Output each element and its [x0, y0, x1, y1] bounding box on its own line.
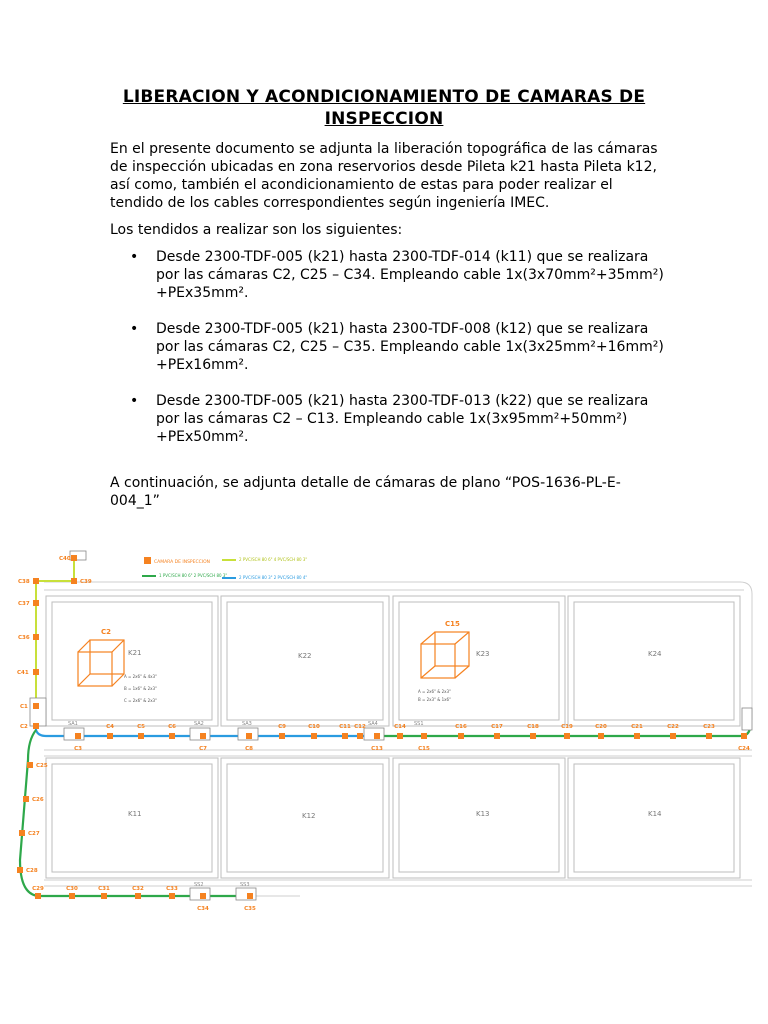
camera-label: C31	[98, 886, 110, 892]
camera-label: C29	[32, 886, 44, 892]
camera-marker	[458, 733, 464, 739]
camera-marker	[33, 634, 39, 640]
camera-label: C30	[66, 886, 78, 892]
legend-green-label: 1 PVC/SCH 80 6" 2 PVC/SCH 80 3"	[159, 573, 228, 578]
detail-c15	[421, 632, 469, 678]
camera-marker	[71, 578, 77, 584]
camera-marker	[421, 733, 427, 739]
camera-marker	[169, 893, 175, 899]
camera-label: C34	[197, 906, 209, 912]
bullet-item: • Desde 2300-TDF-005 (k21) hasta 2300-TDF-013 (k22) que se realizara por las cámaras C2 – C13. Empleando cable 1x(3x95mm²+50mm²) +PEx50mm².	[130, 393, 649, 445]
bullet-list	[110, 248, 670, 464]
detail-c2-text	[101, 628, 111, 636]
camera-label: C22	[667, 724, 679, 730]
camera-marker	[564, 733, 570, 739]
camera-label: C33	[166, 886, 178, 892]
camera-marker	[33, 600, 39, 606]
camera-marker	[19, 830, 25, 836]
camera-label: C38	[18, 579, 30, 585]
camera-marker	[397, 733, 403, 739]
pond-label: K14	[648, 810, 662, 818]
camera-label: C5	[137, 724, 145, 730]
tendidos-heading: Los tendidos a realizar son los siguientes:	[110, 222, 403, 238]
camera-marker	[598, 733, 604, 739]
detail-c2	[78, 640, 124, 686]
camera-marker	[33, 669, 39, 675]
camera-marker	[27, 762, 33, 768]
camera-marker	[200, 733, 206, 739]
camera-marker	[279, 733, 285, 739]
camera-label: C19	[561, 724, 573, 730]
camera-label: C28	[26, 868, 38, 874]
box-label: SS2	[194, 882, 204, 888]
camera-marker	[374, 733, 380, 739]
camera-marker	[357, 733, 363, 739]
pond-label: K23	[476, 650, 490, 658]
camera-marker	[200, 893, 206, 899]
camera-label: C7	[199, 746, 207, 752]
camera-marker	[741, 733, 747, 739]
camera-label: C9	[278, 724, 286, 730]
camera-label: C8	[245, 746, 253, 752]
box-label: SS1	[414, 721, 424, 727]
camera-label: C6	[168, 724, 176, 730]
legend-yellow-label: 2 PVC/SCH 80 6" 4 PVC/SCH 80 3"	[239, 557, 308, 562]
camera-label: C12	[354, 724, 366, 730]
detail-dim: A = 2x6" & 2x3"	[418, 689, 451, 694]
bullet-dot-icon: •	[130, 393, 139, 409]
pond-label: K13	[476, 810, 490, 818]
camera-label: C35	[244, 906, 256, 912]
legend-blue-label: 2 PVC/SCH 80 3" 2 PVC/SCH 80 4"	[239, 575, 308, 580]
box-label: SA4	[368, 721, 378, 727]
bullet-dot-icon: •	[130, 249, 139, 265]
camera-label: C15	[418, 746, 430, 752]
camera-label: C40	[59, 556, 71, 562]
camera-label: C13	[371, 746, 383, 752]
camera-marker	[33, 578, 39, 584]
camera-marker	[169, 733, 175, 739]
camera-marker	[670, 733, 676, 739]
intro-paragraph: En el presente documento se adjunta la liberación topográfica de las cámaras de inspección ubicadas en zona reservorios desde Pileta k21 hasta Pileta k12, así como, también el acondicionamiento de estas para poder realizar el tendido de los cables correspondientes según ingeniería IMEC.	[110, 141, 658, 211]
camera-label: C21	[631, 724, 643, 730]
camera-label: C41	[17, 670, 29, 676]
detail-c2-dims	[124, 674, 157, 703]
box-label: SA3	[242, 721, 252, 727]
camera-marker	[23, 796, 29, 802]
camera-label: C25	[36, 763, 48, 769]
camera-marker	[247, 893, 253, 899]
camera-label: C2	[20, 724, 28, 730]
camera-label: C18	[527, 724, 539, 730]
camera-marker	[135, 893, 141, 899]
camera-label: C14	[394, 724, 406, 730]
camera-label: C39	[80, 579, 92, 585]
camera-label: C16	[455, 724, 467, 730]
legend-camera-icon	[144, 557, 151, 564]
camera-marker	[71, 555, 77, 561]
detail-dim: A = 2x6" & 4x3"	[124, 674, 157, 679]
camera-label: C23	[703, 724, 715, 730]
bullet-dot-icon: •	[130, 321, 139, 337]
camera-marker	[75, 733, 81, 739]
detail-dim: B = 2x3" & 1x6"	[418, 697, 451, 702]
camera-label: C37	[18, 601, 30, 607]
detail-dim: C = 2x6" & 2x3"	[124, 698, 157, 703]
pond-label: K12	[302, 812, 316, 820]
camera-marker	[634, 733, 640, 739]
camera-marker	[311, 733, 317, 739]
legend-camera-label: CAMARA DE INSPECCION	[154, 560, 210, 565]
box-label: SS3	[240, 882, 250, 888]
box-label: SA1	[68, 721, 78, 727]
closing-paragraph: A continuación, se adjunta detalle de cámaras de plano “POS-1636-PL-E-004_1”	[110, 475, 621, 509]
detail-label: C15	[445, 620, 460, 628]
legend	[142, 557, 307, 580]
pond-label: K21	[128, 649, 142, 657]
bullet-item: • Desde 2300-TDF-005 (k21) hasta 2300-TDF-014 (k11) que se realizara por las cámaras C2, C25 – C34. Empleando cable 1x(3x70mm²+35mm²) +PEx35mm².	[130, 249, 664, 301]
camera-marker	[246, 733, 252, 739]
camera-label: C4	[106, 724, 114, 730]
camera-label: C3	[74, 746, 82, 752]
camera-marker	[35, 893, 41, 899]
box-label: SA2	[194, 721, 204, 727]
camera-label: C36	[18, 635, 30, 641]
camera-marker	[33, 723, 39, 729]
document-title: LIBERACION Y ACONDICIONAMIENTO DE CAMARAS DE INSPECCION	[122, 87, 646, 129]
camera-label: C20	[595, 724, 607, 730]
camera-marker	[494, 733, 500, 739]
camera-label: C26	[32, 797, 44, 803]
camera-label: C10	[308, 724, 320, 730]
pond-label: K24	[648, 650, 662, 658]
camera-label: C24	[738, 746, 750, 752]
camera-marker	[101, 893, 107, 899]
camera-label: C1	[20, 704, 28, 710]
camera-marker	[530, 733, 536, 739]
camera-marker	[33, 703, 39, 709]
camera-label: C11	[339, 724, 351, 730]
pond-label: K22	[298, 652, 312, 660]
camera-marker	[17, 867, 23, 873]
detail-label: C2	[101, 628, 112, 636]
detail-c15-dims	[418, 689, 451, 702]
camera-marker	[69, 893, 75, 899]
pond-label: K11	[128, 810, 142, 818]
camera-marker	[138, 733, 144, 739]
bullet-item: • Desde 2300-TDF-005 (k21) hasta 2300-TDF-008 (k12) que se realizara por las cámaras C2, C25 – C35. Empleando cable 1x(3x25mm²+16mm²) +PEx16mm².	[130, 321, 664, 373]
camera-marker	[107, 733, 113, 739]
detail-c15-text	[445, 620, 460, 628]
camera-label: C27	[28, 831, 40, 837]
camera-marker	[342, 733, 348, 739]
detail-dim: B = 1x6" & 2x3"	[124, 686, 157, 691]
camera-label: C32	[132, 886, 144, 892]
camera-marker	[706, 733, 712, 739]
camera-label: C17	[491, 724, 503, 730]
site-plan	[0, 540, 768, 920]
